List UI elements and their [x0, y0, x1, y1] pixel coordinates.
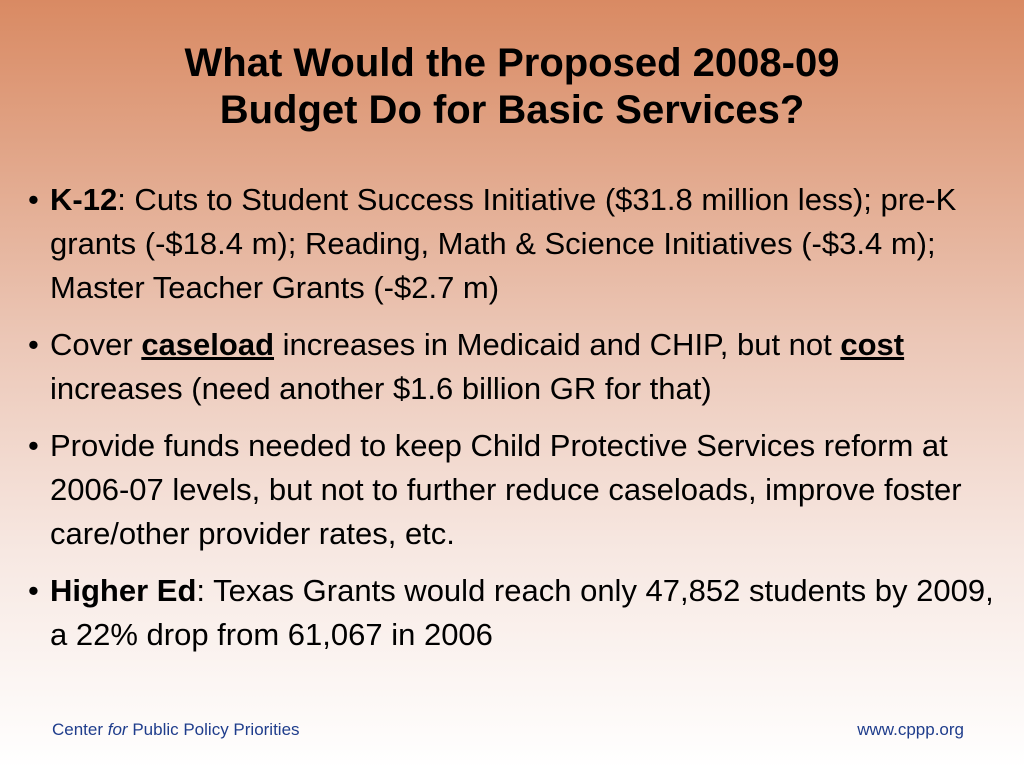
footer-url[interactable]: www.cppp.org [857, 720, 964, 739]
bullet-lead: K-12 [50, 182, 118, 217]
org-italic: for [107, 720, 128, 739]
bullet-text: : Cuts to Student Success Initiative ($31.8 million less); pre-K grants (-$18.4 m); Reading, Math & Science Initiatives (-$3.4 m); Master Teacher Grants (-$2.7 m) [50, 182, 957, 305]
bullet-marker: • [28, 428, 39, 463]
org-part-1: Center [52, 720, 108, 739]
emphasis-caseload: caseload [141, 327, 275, 362]
bullet-text-pre: Cover [50, 327, 142, 362]
footer-organization [52, 720, 300, 740]
slide-title [40, 40, 984, 134]
bullet-higher-ed [28, 569, 1003, 657]
bullet-marker: • [28, 573, 39, 608]
title-line-2: Budget Do for Basic Services? [219, 88, 805, 132]
bullet-text: Provide funds needed to keep Child Protective Services reform at 2006-07 levels, but not to further reduce caseloads, improve foster care/other provider rates, etc. [50, 428, 962, 551]
bullet-k12 [28, 178, 1003, 310]
bullet-lead: Higher Ed [50, 573, 197, 608]
bullet-marker: • [28, 327, 39, 362]
bullet-text-post: increases (need another $1.6 billion GR for that) [50, 371, 712, 406]
title-line-1: What Would the Proposed 2008-09 [184, 41, 840, 85]
bullet-list [28, 178, 1003, 670]
bullet-text-mid: increases in Medicaid and CHIP, but not [274, 327, 841, 362]
bullet-caseload [28, 323, 1003, 411]
bullet-cps [28, 424, 1003, 556]
emphasis-cost: cost [840, 327, 905, 362]
bullet-marker: • [28, 182, 39, 217]
org-part-2: Public Policy Priorities [127, 720, 300, 739]
bullet-text: : Texas Grants would reach only 47,852 students by 2009, a 22% drop from 61,067 in 2006 [50, 573, 994, 652]
